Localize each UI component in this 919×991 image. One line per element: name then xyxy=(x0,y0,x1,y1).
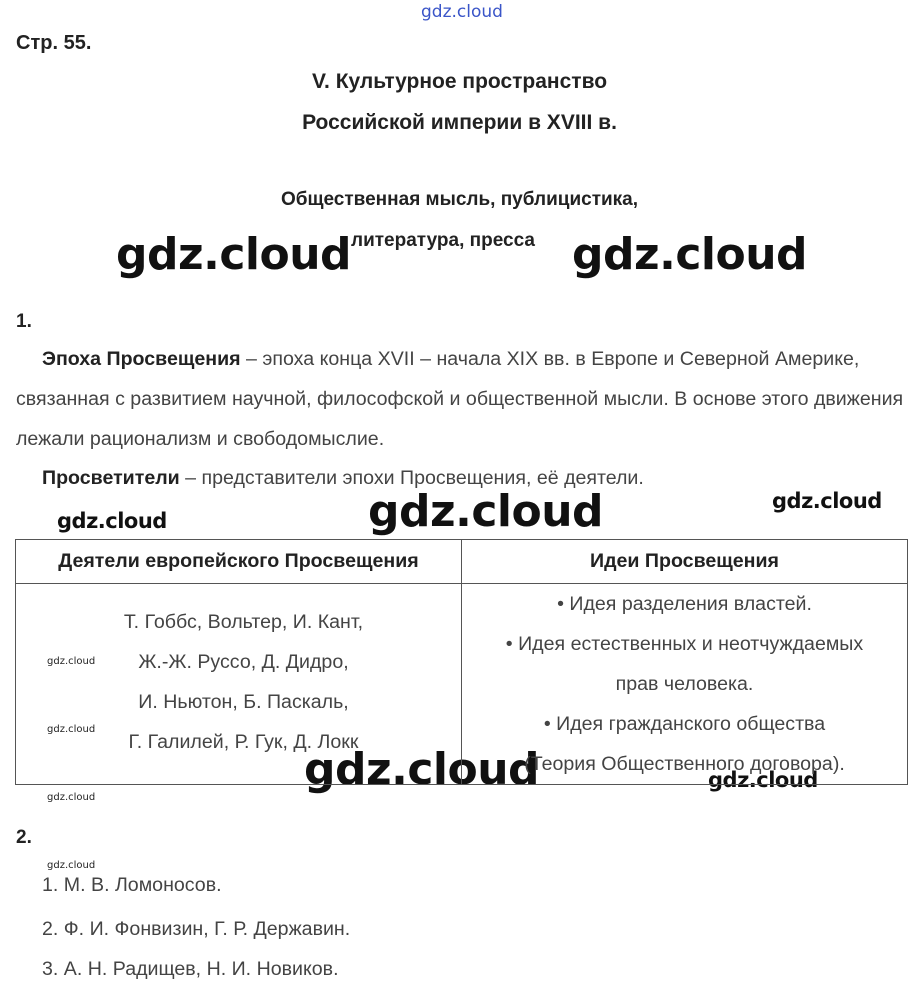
ideas-line: прав человека. xyxy=(615,673,754,695)
section-subtitle-line1: Общественная мысль, публицистика, xyxy=(280,189,639,210)
watermark-small: gdz.cloud xyxy=(47,792,96,803)
definition-enlighteners xyxy=(16,458,912,498)
definition-enlightenment xyxy=(16,339,912,459)
enlightenment-table xyxy=(15,539,908,785)
table-header: Идеи Просвещения xyxy=(462,540,908,584)
watermark-large: gdz.cloud xyxy=(572,229,808,280)
watermark-medium: gdz.cloud xyxy=(708,768,818,792)
page-number: Стр. 55. xyxy=(16,32,92,54)
ideas-line: • Идея гражданского общества xyxy=(543,713,826,735)
watermark-large: gdz.cloud xyxy=(368,486,604,537)
watermark-top: gdz.cloud xyxy=(421,2,503,22)
list-item: 2. Ф. И. Фонвизин, Г. Р. Державин. xyxy=(42,918,351,940)
section-title-line2: Российской империи в XVIII в. xyxy=(302,111,617,134)
watermark-small: gdz.cloud xyxy=(47,860,96,871)
figures-line: Ж.-Ж. Руссо, Д. Дидро, xyxy=(138,651,349,673)
list-item: 1. М. В. Ломоносов. xyxy=(42,874,222,896)
task2-number: 2. xyxy=(16,827,32,848)
definition-text: – представители эпохи Просвещения, её деятели. xyxy=(179,467,644,489)
watermark-small: gdz.cloud xyxy=(47,656,96,667)
watermark-large: gdz.cloud xyxy=(304,744,540,795)
figures-line: Т. Гоббс, Вольтер, И. Кант, xyxy=(123,611,364,633)
watermark-small: gdz.cloud xyxy=(47,724,96,735)
figures-line: Г. Галилей, Р. Гук, Д. Локк xyxy=(128,731,359,753)
watermark-medium: gdz.cloud xyxy=(57,509,167,533)
term-enlighteners: Просветители xyxy=(42,467,180,489)
ideas-line: (Теория Общественного договора). xyxy=(524,753,845,775)
list-item: 3. А. Н. Радищев, Н. И. Новиков. xyxy=(42,958,339,980)
figures-line: И. Ньютон, Б. Паскаль, xyxy=(138,691,349,713)
watermark-medium: gdz.cloud xyxy=(772,489,882,513)
table-header: Деятели европейского Просвещения xyxy=(16,540,462,584)
ideas-line: • Идея разделения властей. xyxy=(557,593,812,615)
term-enlightenment: Эпоха Просвещения xyxy=(42,348,241,370)
section-subtitle-line2: литература, пресса xyxy=(351,230,535,251)
section-title-line1: V. Культурное пространство xyxy=(311,70,608,93)
task1-number: 1. xyxy=(16,311,32,332)
watermark-large: gdz.cloud xyxy=(116,229,352,280)
ideas-cell xyxy=(462,584,908,785)
ideas-line: • Идея естественных и неотчуждаемых xyxy=(505,633,864,655)
definition-text: – эпоха конца XVII – начала XIX вв. в Европе и Северной Америке, связанная с развитием научной, философской и общественной мысли. В основе этого движения лежали рационализм и свободомыслие. xyxy=(16,348,904,450)
figures-cell xyxy=(16,584,462,785)
